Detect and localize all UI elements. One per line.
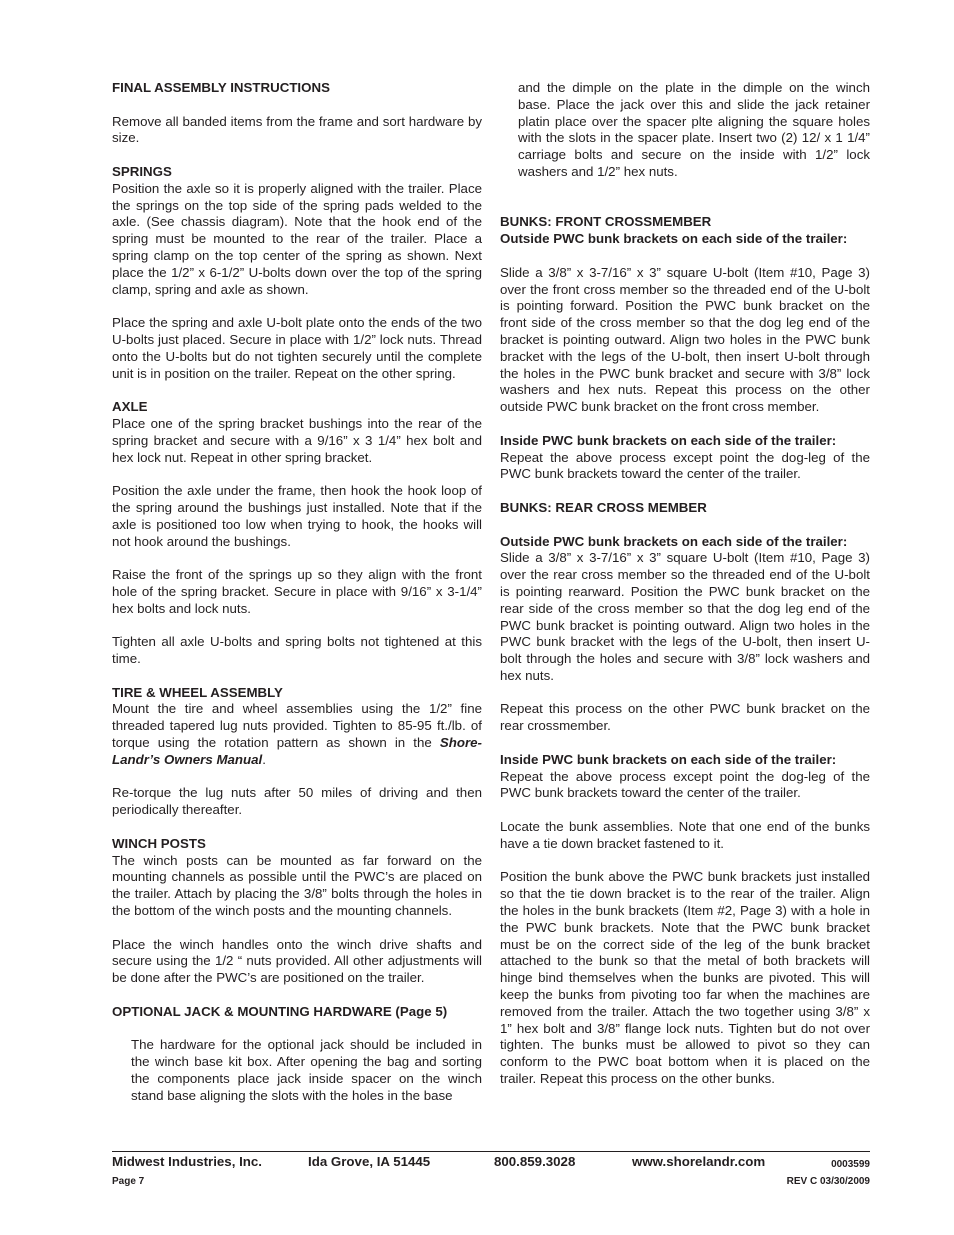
rear-repeat-paragraph: Repeat this process on the other PWC bunk bracket on the rear crossmember. [500,701,870,734]
springs-paragraph-2: Place the spring and axle U-bolt plate onto the ends of the two U-bolts just placed. Secure in place with 1/2” lock nuts. Thread onto the U-bolts but do not tighten securely until the complete unit is in position on the trailer. Repeat on the other spring. [112,315,482,381]
tire-text-a: Mount the tire and wheel assemblies using the 1/2” fine threaded tapered lug nuts provided. Tighten to 85-95 ft./lb. of torque using the rotation pattern as shown in the [112,701,482,751]
springs-heading: SPRINGS [112,163,172,179]
winch-posts-paragraph-1: The winch posts can be mounted as far forward on the mounting channels as possible until the PWC’s are placed on the trailer. Attach by placing the 3/8” bolts through the holes in the bottom of the winch posts and the mounting channels. [112,852,482,919]
position-bunk-paragraph: Position the bunk above the PWC bunk brackets just installed so that the tie down bracket is to the rear of the trailer. Align the holes in the bunk brackets (Item #2, Page 3) with a hole in the PWC bunk brackets. Note that the PWC bunk bracket must be on the correct side of the leg of the bunk bracket attached to the bunk so that the metal of both brackets will hinge bind themselves when the bunks are pivoted. This will keep the bunks from pivoting too far when the machines are removed from the trailer. Attach the two together using 3/8” x 1” hex bolt and 3/8” flange lock nuts. Tighten but do not over tighten. The bunks must be allowed to pivot so they can conform to the PWC boat bottom when it is placed on the trailer. Repeat this process on the other bunks. [500,869,870,1087]
footer-page-number: Page 7 [112,1176,145,1187]
footer-phone: 800.859.3028 [494,1154,576,1169]
footer-doc-number: 0003599 [831,1159,870,1170]
left-column [112,80,482,1105]
footer-website[interactable]: www.shorelandr.com [632,1154,766,1169]
winch-posts-paragraph-2: Place the winch handles onto the winch drive shafts and secure using the 1/2 “ nuts provided. All other adjustments will be done after the PWC’s are positioned on the trailer. [112,936,482,986]
locate-bunks-paragraph: Locate the bunk assemblies. Note that one end of the bunks have a tie down bracket fastened to it. [500,819,870,851]
final-assembly-heading: FINAL ASSEMBLY INSTRUCTIONS [112,80,330,95]
bunks-front-heading: BUNKS: FRONT CROSSMEMBER [500,214,712,230]
axle-heading: AXLE [112,399,148,415]
springs-paragraph-1: Position the axle so it is properly aligned with the trailer. Place the springs on the top side of the spring pads welded to the axle. (See chassis diagram). Note that the hook end of the spring must be mounted to the rear of the trailer. Place a spring clamp on the top center of the spring as shown. Next place the 1/2” x 6-1/2” U-bolts down over the top of the spring clamp, spring and axle as shown. [112,180,482,297]
axle-paragraph-2: Position the axle under the frame, then hook the hook loop of the spring around the bushings just installed. Note that if the axle is positioned too low when trying to hook, the hooks will not hook around the bushings. [112,483,482,549]
bunks-rear-heading: BUNKS: REAR CROSS MEMBER [500,499,707,515]
front-inside-paragraph: Repeat the above process except point the dog-leg of the PWC bunk brackets toward the center of the trailer. [500,449,870,482]
tire-wheel-paragraph-2: Re-torque the lug nuts after 50 miles of driving and then periodically thereafter. [112,785,482,818]
footer-revision: REV C 03/30/2009 [786,1176,870,1187]
tire-text-b: . [262,751,266,767]
front-outside-paragraph: Slide a 3/8” x 3-7/16” x 3” square U-bolt (Item #10, Page 3) over the front cross member so the threaded end of the U-bolt is pointing forward. Position the PWC bunk bracket on the front side of the cross member so that the dog leg end of the bracket is pointing outward. Align two holes in the PWC bunk bracket with the legs of the U-bolt, then insert U-bolt through the holes in the PWC bunk bracket and secure with 3/8” lock washers and hex nuts. Repeat this process on the other outside PWC bunk bracket on the front cross member. [500,264,870,415]
tire-wheel-paragraph-1 [112,701,482,768]
winch-posts-heading: WINCH POSTS [112,835,206,851]
tire-wheel-heading: TIRE & WHEEL ASSEMBLY [112,684,283,700]
front-inside-subheading: Inside PWC bunk brackets on each side of the trailer: [500,432,837,448]
front-outside-subheading: Outside PWC bunk brackets on each side of the trailer: [500,231,848,247]
rear-inside-subheading: Inside PWC bunk brackets on each side of the trailer: [500,751,837,767]
rear-outside-paragraph: Slide a 3/8” x 3-7/16” x 3” square U-bolt (Item #10, Page 3) over the rear cross member so the threaded end of the U-bolt is pointing rearward. Position the PWC bunk bracket on the rear side of the cross member so that the dog leg end of the PWC bunk bracket is pointing outward. Align two holes in the PWC bunk bracket with the legs of the U-bolt, then insert U-bolt through the holes and secure with 3/8” lock washers and hex nuts. [500,550,870,683]
optional-jack-heading: OPTIONAL JACK & MOUNTING HARDWARE (Page 5) [112,1003,448,1019]
final-assembly-paragraph: Remove all banded items from the frame and sort hardware by size. [112,113,482,146]
rear-outside-subheading: Outside PWC bunk brackets on each side of the trailer: [500,533,848,549]
rear-inside-paragraph: Repeat the above process except point the dog-leg of the PWC bunk brackets toward the center of the trailer. [500,768,870,801]
axle-paragraph-4: Tighten all axle U-bolts and spring bolts not tightened at this time. [112,634,482,667]
axle-paragraph-3: Raise the front of the springs up so they align with the front hole of the spring bracket. Secure in place with 9/16” x 3-1/4” hex bolts and lock nuts. [112,567,482,616]
optional-jack-paragraph: The hardware for the optional jack should be included in the winch base kit box. After opening the bag and sorting the components place jack inside spacer on the winch stand base aligning the slots with the holes in the base [131,1037,482,1103]
footer-city: Ida Grove, IA 51445 [308,1154,431,1169]
footer-divider [112,1151,870,1152]
owners-manual-title: Shore-Landr’s Owners Manual [112,735,482,767]
optional-jack-continued: and the dimple on the plate in the dimple on the winch base. Place the jack over this and slide the jack retainer platin place over the spacer plte aligning the square holes with the slots in the spacer plate. Insert two (2) 12/ x 1 1/4” carriage bolts and secure on the inside with 1/2” lock washers and 1/2” hex nuts. [518,80,870,179]
axle-paragraph-1: Place one of the spring bracket bushings into the rear of the spring bracket and secure with a 9/16” x 3 1/4” hex bolt and hex lock nut. Repeat in other spring bracket. [112,415,482,465]
right-column [500,80,870,1088]
footer-company: Midwest Industries, Inc. [112,1154,262,1169]
